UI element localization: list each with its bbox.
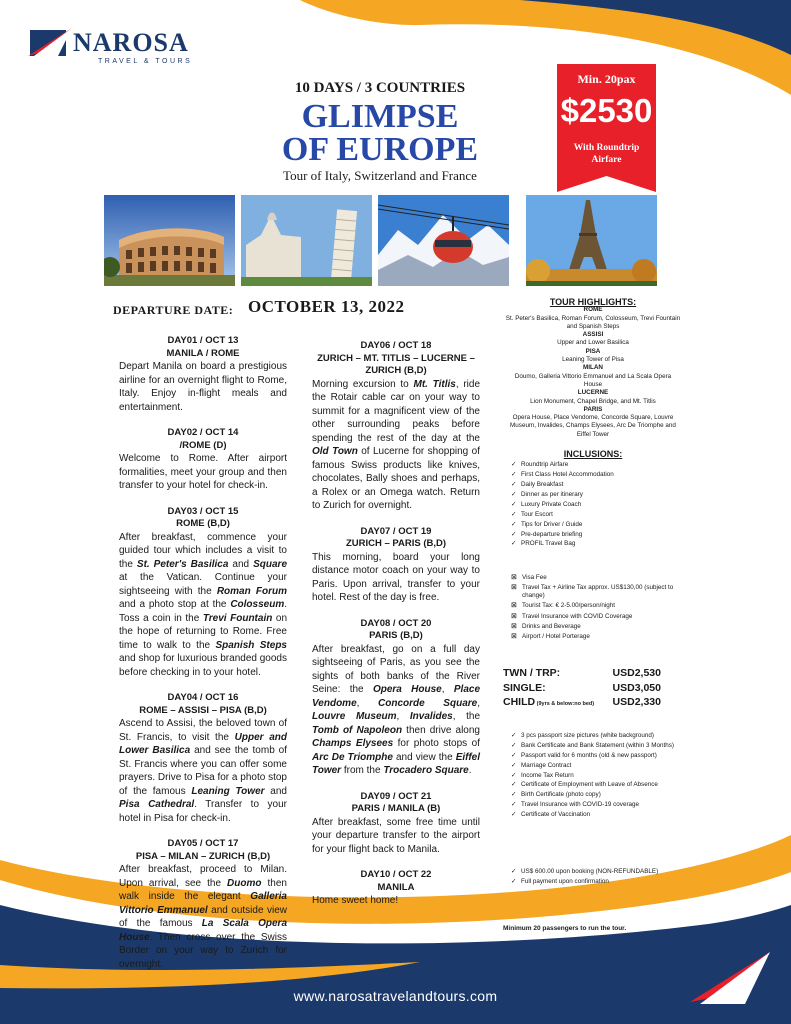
price-row [503, 666, 661, 681]
requirement-item: ✓ Certificate of Vaccination [511, 811, 681, 819]
footer-website-link[interactable]: www.narosatravelandtours.com [293, 988, 498, 1004]
exclusion-item: ⊠ Travel Insurance with COVID Coverage [511, 613, 681, 621]
payment-item: ✓ Full payment upon confirmation [511, 878, 681, 886]
day-heading: DAY04 / OCT 16 [167, 692, 239, 703]
payment-item: ✓ US$ 600.00 upon booking (NON-REFUNDABLE) [511, 868, 681, 876]
day-description: Welcome to Rome. After airport formalities, meet your group and then transfer to your hotel for check-in. [119, 453, 287, 491]
tour-highlights [505, 298, 681, 439]
requirement-item: ✓ 3 pcs passport size pictures (white background) [511, 732, 681, 740]
tour-title [240, 100, 520, 166]
exclusion-item: ⊠ Visa Fee [511, 574, 681, 582]
day-heading: DAY05 / OCT 17 [167, 838, 239, 849]
day-description: After breakfast, commence your guided tour which includes a visit to the St. Peter's Basilica and Square at the Vatican. Continue your sightseeing with the Roman Forum and a photo stop at the Colosseum. Toss a coin in the Trevi Fountain on the hope of returning to Rome. Free time to walk to the Spanish Steps and shop for luxurious branded goods before checking in to your hotel. [119, 531, 288, 678]
price-label: CHILD (9yrs & below:no bed) [503, 696, 595, 708]
day-description: Home sweet home! [312, 895, 399, 906]
day-description: This morning, board your long distance motor coach on your way to Paris. Upon arrival, transfer to your hotel. Rest of the day is free. [312, 551, 480, 603]
price-value: USD2,330 [612, 696, 661, 708]
minimum-note: Minimum 20 passengers to run the tour. [503, 925, 627, 932]
day-description: After breakfast, some free time until your departure transfer to the airport for your flight back to Manila. [312, 816, 480, 855]
colosseum-photo [104, 195, 235, 286]
highlight-sights: Leaning Tower of Pisa [562, 356, 624, 364]
exclusion-item: ⊠ Drinks and Beverage [511, 623, 681, 631]
inclusion-item: ✓ Pre-departure briefing [511, 531, 681, 539]
badge-price: $2530 [560, 92, 653, 129]
price-badge [557, 64, 656, 192]
inclusion-item: ✓ PROFIL Travel Bag [511, 540, 681, 548]
price-label: SINGLE: [503, 681, 546, 694]
price-label: TWN / TRP: [503, 667, 561, 679]
title-line-2: OF EUROPE [281, 131, 479, 168]
day-description: Depart Manila on board a prestigious airline for an overnight flight to Rome, Italy. Enjoy in-flight meals and entertainment. [119, 361, 287, 413]
highlight-sights: St. Peter's Basilica, Roman Forum, Colosseum, Trevi Fountain and Spanish Steps [505, 314, 681, 330]
exclusions-list [505, 574, 681, 641]
day-description: After breakfast, proceed to Milan. Upon arrival, see the Duomo then walk inside the elegant Galleria Vittorio Emmanuel and outside view of the famous La Scala Opera House. Then cross over the Swiss Border on your way to Zurich for overnight. [119, 864, 288, 970]
day-route: PARIS / MANILA (B) [351, 803, 441, 814]
requirement-item: ✓ Birth Certificate (photo copy) [511, 791, 681, 799]
day-route: PARIS (B,D) [369, 630, 423, 641]
inclusion-item: ✓ Luxury Private Coach [511, 501, 681, 509]
requirement-item: ✓ Bank Certificate and Bank Statement (within 3 Months) [511, 742, 681, 750]
day-heading: DAY07 / OCT 19 [360, 525, 432, 537]
itinerary-column-2 [312, 340, 480, 921]
inclusion-item: ✓ Tour Escort [511, 511, 681, 519]
highlight-sights: Lion Monument, Chapel Bridge, and Mt. Titlis [530, 397, 656, 405]
brand-logo[interactable] [28, 22, 203, 72]
requirement-item: ✓ Income Tax Return [511, 772, 681, 780]
highlight-city: ASSISI [582, 331, 604, 339]
highlight-city: PISA [585, 347, 601, 355]
day-route: MANILA / ROME [166, 347, 240, 359]
day-route: ROME – ASSISI – PISA (B,D) [139, 704, 267, 716]
brand-name: NAROSA [73, 28, 189, 57]
day-heading: DAY08 / OCT 20 [360, 617, 432, 629]
day-description: Ascend to Assisi, the beloved town of St. Francis, to visit the Upper and Lower Basilica and see the tomb of St. Francis where you can offer some prayers. Drive to Pisa for a photo stop of the famous Leaning Tower and Pisa Cathedral. Transfer to your hotel in Pisa for check-in. [119, 718, 288, 824]
inclusions-section [505, 450, 681, 550]
highlight-sights: Opera House, Place Vendome, Concorde Square, Louvre Museum, Invalides, Champs Elysees, Arc De Triomphe and Eiffel Tower [510, 414, 676, 438]
day-heading: DAY03 / OCT 15 [167, 505, 239, 517]
payment-section [505, 868, 681, 888]
highlight-sights: Doumo, Galleria Vittorio Emmanuel and La Scala Opera House [514, 372, 672, 388]
departure-date: OCTOBER 13, 2022 [248, 297, 405, 316]
inclusions-title: INCLUSIONS: [563, 449, 623, 459]
highlights-title: TOUR HIGHLIGHTS: [549, 297, 637, 307]
day-item [312, 791, 480, 857]
badge-min-pax: Min. 20pax [577, 72, 636, 86]
requirement-item: ✓ Certificate of Employment with Leave of Absence [511, 781, 681, 789]
price-table [503, 666, 661, 712]
itinerary-column-1 [119, 335, 287, 984]
requirements-section [505, 732, 681, 821]
day-item [312, 340, 480, 513]
inclusions-list [505, 461, 681, 548]
highlight-city: MILAN [583, 364, 603, 372]
exclusion-item: ⊠ Airport / Hotel Porterage [511, 633, 681, 641]
exclusions-section [505, 574, 681, 643]
price-value: USD3,050 [612, 681, 661, 694]
day-item [119, 427, 287, 493]
day-route: MANILA [377, 881, 415, 893]
price-row [503, 681, 661, 696]
day-route: PISA – MILAN – ZURICH (B,D) [135, 850, 271, 862]
day-item [119, 506, 287, 680]
day-route: ZURICH – MT. TITLIS – LUCERNE – ZURICH (B,D) [317, 352, 475, 376]
exclusion-item: ⊠ Travel Tax + Airline Tax approx. US$130,00 (subject to change) [511, 584, 681, 601]
day-description: After breakfast, go on a full day sightseeing of Paris, as you see the sights of both banks of the River Seine: the Opera House, Place Vendome, Concorde Square, Louvre Museum, Invalides, the Tomb of Napoleon then drive along Champs Elysees for photo stops of Arc De Triomphe and view the Eiffel Tower from the Trocadero Square. [312, 643, 481, 776]
departure-label: DEPARTURE DATE: [113, 303, 234, 317]
day-heading: DAY02 / OCT 14 [167, 427, 239, 438]
day-heading: DAY10 / OCT 22 [360, 869, 432, 880]
day-heading: DAY01 / OCT 13 [167, 335, 239, 346]
day-heading: DAY06 / OCT 18 [360, 340, 432, 351]
plane-logo-icon [28, 26, 72, 60]
highlights-list [505, 306, 681, 439]
day-item [312, 618, 480, 778]
inclusion-item: ✓ First Class Hotel Accommodation [511, 471, 681, 479]
day-route: ZURICH – PARIS (B,D) [345, 538, 447, 549]
highlight-city: ROME [583, 306, 603, 314]
day-item [119, 838, 287, 971]
requirement-item: ✓ Travel Insurance with COVID-19 coverage [511, 801, 681, 809]
brand-tagline: TRAVEL & TOURS [98, 58, 193, 65]
price-sublabel: (9yrs & below:no bed) [535, 701, 595, 707]
day-item [119, 692, 287, 825]
inclusion-item: ✓ Roundtrip Airfare [511, 461, 681, 469]
day-item [119, 335, 287, 414]
price-row [503, 695, 661, 712]
highlight-city: PARIS [583, 405, 603, 413]
tour-kicker: 10 DAYS / 3 COUNTRIES [294, 80, 466, 96]
day-route: /ROME (D) [179, 439, 227, 451]
day-item [312, 869, 480, 908]
inclusion-item: ✓ Daily Breakfast [511, 481, 681, 489]
badge-note: With Roundtrip Airfare [573, 143, 640, 165]
highlight-city: LUCERNE [577, 389, 609, 397]
day-heading: DAY09 / OCT 21 [360, 790, 432, 802]
payment-list [505, 868, 681, 886]
day-route: ROME (B,D) [176, 518, 230, 529]
cable-car-photo [378, 195, 509, 286]
requirement-item: ✓ Passport valid for 6 months (old & new passport) [511, 752, 681, 760]
day-description: Morning excursion to Mt. Titlis, ride the Rotair cable car on your way to summit for a magnificent view of the other surrounding peaks before spending the rest of the day at the Old Town of Lucerne for shopping of famous Swiss products like knives, chocolates, Bally shoes and perhaps, a Rolex or an Omega watch. Return to Zurich for overnight. [312, 378, 481, 511]
requirement-item: ✓ Marriage Contract [511, 762, 681, 770]
requirements-list [505, 732, 681, 819]
price-value: USD2,530 [612, 667, 661, 679]
title-line-1: GLIMPSE [301, 98, 459, 135]
tour-subtitle: Tour of Italy, Switzerland and France [283, 168, 477, 183]
inclusion-item: ✓ Dinner as per itinerary [511, 491, 681, 499]
eiffel-tower-photo [526, 195, 657, 286]
leaning-tower-photo [241, 195, 372, 286]
day-item [312, 526, 480, 605]
exclusion-item: ⊠ Tourist Tax: € 2-5.00/person/night [511, 602, 681, 610]
highlight-sights: Upper and Lower Basilica [557, 339, 629, 347]
inclusion-item: ✓ Tips for Driver / Guide [511, 521, 681, 529]
